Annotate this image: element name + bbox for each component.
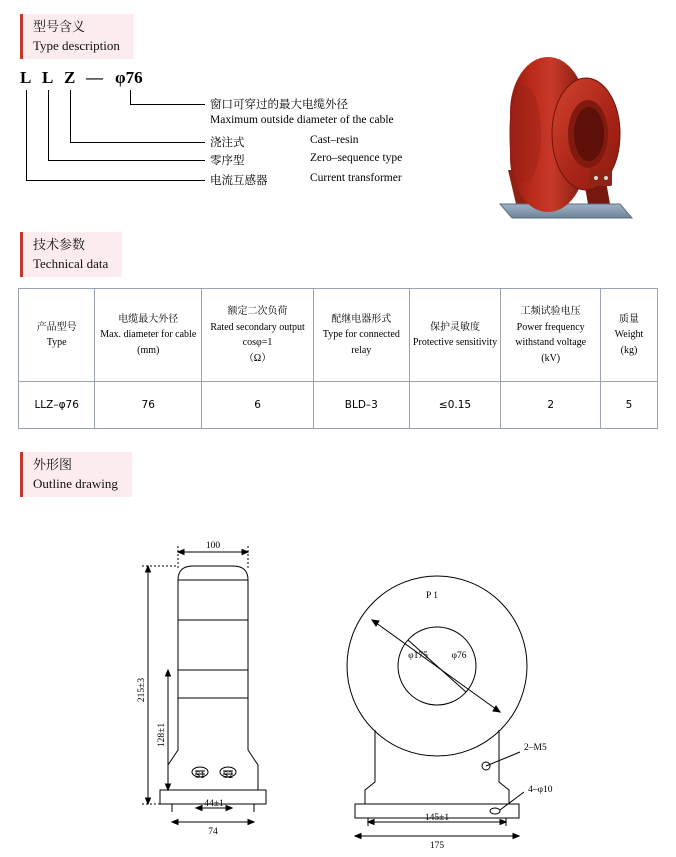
section-header-cn: 型号含义 [33,20,86,35]
dim-arrow-bhs-r [500,820,506,825]
type-code-char-0: L [20,68,32,87]
dim-arrow-fbw-r [513,834,519,839]
table-cell-weight: 5 [600,382,657,429]
outline-drawing-svg [0,520,676,852]
dim-label-outer-dia: φ175 [408,651,428,661]
label-hole-4phi10: 4–φ10 [528,785,553,795]
leader-line-h-0 [130,104,205,105]
product-body-shade [509,86,541,182]
dim-line-inner-dia [408,640,466,692]
table-header-row [19,289,658,382]
dim-arrow-bw-r [248,820,254,825]
table-row [19,382,658,429]
section-header-type-description [20,14,134,59]
type-desc-cn-1: 浇注式 [210,135,245,149]
type-code-char-4: φ76 [115,68,143,87]
table-cell-voltage: 2 [501,382,601,429]
label-terminal-s1: S1 [194,771,206,781]
dim-arrow-h-top [146,566,151,572]
section-header-en: Outline drawing [33,475,118,491]
front-view-mount-hole [490,808,500,814]
table-header-withstand-voltage: 工频试验电压 Power frequency withstand voltage (kV) [501,289,601,382]
leader-line-h-2 [48,160,205,161]
leader-line-v-3 [26,90,27,180]
type-desc-cn-3: 电流互感器 [210,173,268,187]
side-view-top [178,566,248,580]
leader-line-v-1 [70,90,71,142]
table-header-weight: 质量 Weight (kg) [600,289,657,382]
dim-arrow-od-l [372,620,379,626]
section-header-en: Type description [33,37,120,53]
product-terminal-screw-2 [604,176,608,180]
product-base-plate [500,204,632,218]
dim-arrow-bhs-l [368,820,374,825]
section-header-outline-drawing [20,452,132,497]
table-cell-diameter: 76 [95,382,202,429]
type-code-char-1: L [42,68,54,87]
label-marking-p1: P 1 [425,591,439,601]
section-header-cn: 技术参数 [33,238,86,253]
side-view-body [168,580,258,790]
section-header-en: Technical data [33,255,109,271]
dim-arrow-fbw-l [355,834,361,839]
dim-arrow-h-bot [146,798,151,804]
table-cell-type: LLZ–φ76 [19,382,95,429]
leader-hole [500,792,524,810]
label-bolt-2m5: 2–M5 [524,743,547,753]
leader-line-h-3 [26,180,205,181]
dim-label-base-width: 74 [208,827,218,837]
type-desc-en-1: Cast–resin [310,134,359,146]
front-view [347,576,527,839]
table-header-relay-type: 配继电器形式 Type for connected relay [313,289,409,382]
table-cell-sensitivity: ≤0.15 [409,382,501,429]
label-terminal-s2: S2 [222,771,234,781]
dim-label-inner-dia: φ76 [451,651,467,661]
dim-label-base-hole-spacing: 145±1 [424,813,450,823]
leader-line-v-2 [48,90,49,160]
dim-label-total-height: 215±3 [137,677,147,703]
section-header-technical-data [20,232,122,277]
dim-arrow-b-top [166,670,171,676]
type-code-char-3: — [86,68,103,87]
outline-drawing [0,520,676,852]
dim-label-top-width: 100 [205,541,221,551]
dim-label-front-base-width: 175 [429,841,445,851]
type-desc-cn-2: 零序型 [210,153,245,167]
table-header-rated-output: 额定二次负荷 Rated secondary output cosφ=1 （Ω） [202,289,314,382]
type-code-char-2: Z [64,68,76,87]
table-header-max-diameter: 电缆最大外径 Max. diameter for cable (mm) [95,289,202,382]
dim-arrow-od-r [493,706,500,712]
table-header-sensitivity: 保护灵敏度 Protective sensitivity [409,289,501,382]
dim-line-outer-dia [372,620,500,712]
section-header-cn: 外形图 [33,458,73,473]
leader-bolt [486,752,520,766]
dim-label-body-height: 128±1 [157,722,167,748]
dim-arrow-top-l [178,550,184,555]
dim-arrow-top-r [242,550,248,555]
table-cell-relay: BLD–3 [313,382,409,429]
product-terminal-screw-1 [594,176,598,180]
product-photo [470,52,660,232]
leader-line-v-0 [130,90,131,104]
leader-line-h-1 [70,142,205,143]
dim-arrow-b-bot [166,784,171,790]
dim-arrow-hs-l [196,806,202,811]
product-terminal-box [590,170,612,186]
type-desc-en-0: Maximum outside diameter of the cable [210,114,394,126]
dim-arrow-bw-l [172,820,178,825]
type-desc-cn-0: 窗口可穿过的最大电缆外径 [210,97,348,111]
dim-arrow-hs-r [226,806,232,811]
type-desc-en-3: Current transformer [310,172,402,184]
type-desc-en-2: Zero–sequence type [310,152,403,164]
dim-label-hole-spacing: 44±1 [204,799,224,809]
table-cell-output: 6 [202,382,314,429]
table-header-type: 产品型号 Type [19,289,95,382]
product-photo-svg [470,52,660,232]
technical-data-table [18,288,658,429]
product-window-inner [574,107,604,161]
type-description-diagram [20,68,460,198]
side-view [142,546,266,825]
